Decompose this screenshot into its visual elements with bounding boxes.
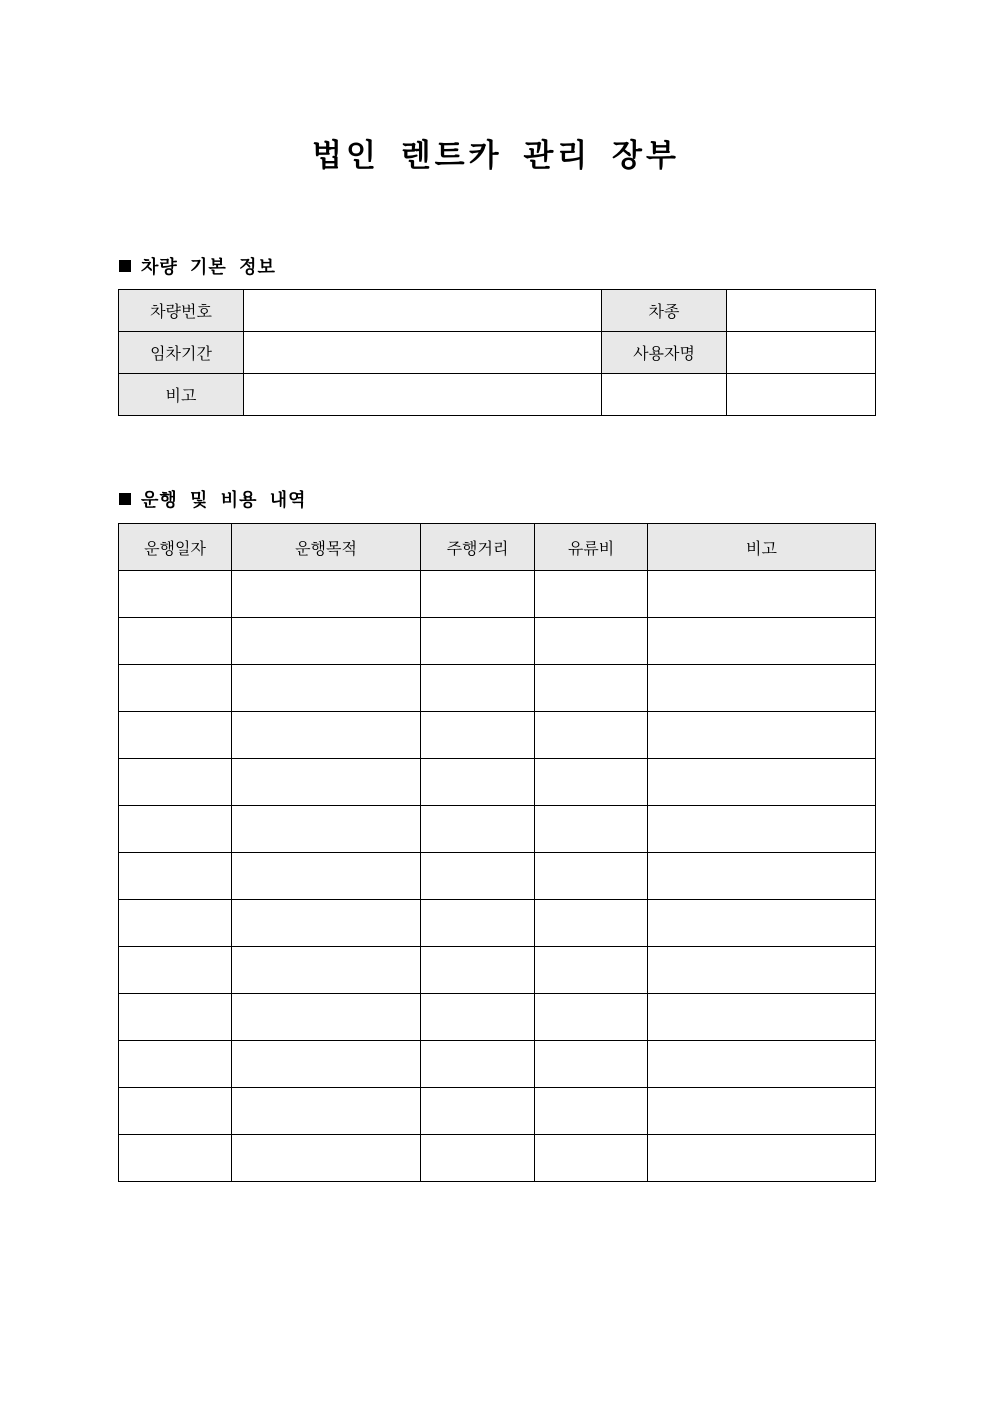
remarks-cell[interactable] [648, 1135, 876, 1182]
distance-cell[interactable] [421, 618, 535, 665]
table-row [119, 1135, 876, 1182]
date-cell[interactable] [119, 947, 232, 994]
date-cell[interactable] [119, 994, 232, 1041]
table-row [119, 1088, 876, 1135]
vehicle-type-field[interactable] [727, 290, 876, 332]
fuel-cost-cell[interactable] [535, 994, 648, 1041]
purpose-cell[interactable] [232, 571, 421, 618]
fuel-cost-cell[interactable] [535, 853, 648, 900]
purpose-cell[interactable] [232, 1088, 421, 1135]
distance-cell[interactable] [421, 571, 535, 618]
remarks-cell[interactable] [648, 994, 876, 1041]
square-bullet-icon [119, 493, 131, 505]
purpose-cell[interactable] [232, 1041, 421, 1088]
distance-cell[interactable] [421, 994, 535, 1041]
table-row [119, 712, 876, 759]
purpose-cell[interactable] [232, 994, 421, 1041]
column-header-fuel-cost: 유류비 [535, 524, 648, 571]
purpose-cell[interactable] [232, 759, 421, 806]
table-row [119, 900, 876, 947]
blank-cell[interactable] [727, 374, 876, 416]
remarks-cell[interactable] [648, 947, 876, 994]
column-header-remarks: 비고 [648, 524, 876, 571]
vehicle-type-label: 차종 [602, 290, 727, 332]
remarks-cell[interactable] [648, 853, 876, 900]
purpose-cell[interactable] [232, 900, 421, 947]
operation-log-table [118, 523, 876, 1182]
fuel-cost-cell[interactable] [535, 1041, 648, 1088]
rental-period-field[interactable] [244, 332, 602, 374]
fuel-cost-cell[interactable] [535, 665, 648, 712]
date-cell[interactable] [119, 759, 232, 806]
remarks-cell[interactable] [648, 1041, 876, 1088]
vehicle-info-heading [119, 253, 276, 279]
square-bullet-icon [119, 260, 131, 272]
remarks-cell[interactable] [648, 900, 876, 947]
user-name-field[interactable] [727, 332, 876, 374]
purpose-cell[interactable] [232, 806, 421, 853]
purpose-cell[interactable] [232, 1135, 421, 1182]
document-title: 법인 렌트카 관리 장부 [312, 138, 680, 174]
user-name-label: 사용자명 [602, 332, 727, 374]
table-row [119, 947, 876, 994]
operation-log-heading [119, 486, 307, 512]
fuel-cost-cell[interactable] [535, 1088, 648, 1135]
purpose-cell[interactable] [232, 665, 421, 712]
purpose-cell[interactable] [232, 947, 421, 994]
blank-cell[interactable] [602, 374, 727, 416]
remarks-cell[interactable] [648, 759, 876, 806]
date-cell[interactable] [119, 665, 232, 712]
vehicle-info-table [118, 289, 876, 416]
fuel-cost-cell[interactable] [535, 618, 648, 665]
date-cell[interactable] [119, 1135, 232, 1182]
fuel-cost-cell[interactable] [535, 759, 648, 806]
fuel-cost-cell[interactable] [535, 571, 648, 618]
table-row [119, 806, 876, 853]
remarks-cell[interactable] [648, 806, 876, 853]
purpose-cell[interactable] [232, 853, 421, 900]
table-row [119, 665, 876, 712]
purpose-cell[interactable] [232, 712, 421, 759]
fuel-cost-cell[interactable] [535, 1135, 648, 1182]
remarks-cell[interactable] [648, 571, 876, 618]
table-row [119, 853, 876, 900]
distance-cell[interactable] [421, 806, 535, 853]
date-cell[interactable] [119, 571, 232, 618]
distance-cell[interactable] [421, 1088, 535, 1135]
vehicle-info-row [119, 290, 876, 332]
vehicle-number-label: 차량번호 [119, 290, 244, 332]
date-cell[interactable] [119, 1041, 232, 1088]
operation-log-heading-text: 운행 및 비용 내역 [141, 490, 307, 511]
date-cell[interactable] [119, 900, 232, 947]
remarks-field[interactable] [244, 374, 602, 416]
vehicle-info-row [119, 374, 876, 416]
date-cell[interactable] [119, 853, 232, 900]
fuel-cost-cell[interactable] [535, 947, 648, 994]
table-row [119, 618, 876, 665]
date-cell[interactable] [119, 1088, 232, 1135]
fuel-cost-cell[interactable] [535, 806, 648, 853]
column-header-distance: 주행거리 [421, 524, 535, 571]
date-cell[interactable] [119, 806, 232, 853]
distance-cell[interactable] [421, 853, 535, 900]
table-row [119, 571, 876, 618]
date-cell[interactable] [119, 712, 232, 759]
distance-cell[interactable] [421, 1135, 535, 1182]
distance-cell[interactable] [421, 1041, 535, 1088]
column-header-date: 운행일자 [119, 524, 232, 571]
vehicle-info-heading-text: 차량 기본 정보 [141, 257, 276, 278]
distance-cell[interactable] [421, 947, 535, 994]
date-cell[interactable] [119, 618, 232, 665]
distance-cell[interactable] [421, 900, 535, 947]
remarks-cell[interactable] [648, 1088, 876, 1135]
fuel-cost-cell[interactable] [535, 900, 648, 947]
distance-cell[interactable] [421, 665, 535, 712]
table-row [119, 994, 876, 1041]
table-row [119, 759, 876, 806]
rental-period-label: 임차기간 [119, 332, 244, 374]
table-header-row [119, 524, 876, 571]
table-row [119, 1041, 876, 1088]
vehicle-info-row [119, 332, 876, 374]
remarks-cell[interactable] [648, 712, 876, 759]
distance-cell[interactable] [421, 712, 535, 759]
purpose-cell[interactable] [232, 618, 421, 665]
remarks-cell[interactable] [648, 618, 876, 665]
fuel-cost-cell[interactable] [535, 712, 648, 759]
vehicle-number-field[interactable] [244, 290, 602, 332]
distance-cell[interactable] [421, 759, 535, 806]
column-header-purpose: 운행목적 [232, 524, 421, 571]
remarks-cell[interactable] [648, 665, 876, 712]
remarks-label: 비고 [119, 374, 244, 416]
